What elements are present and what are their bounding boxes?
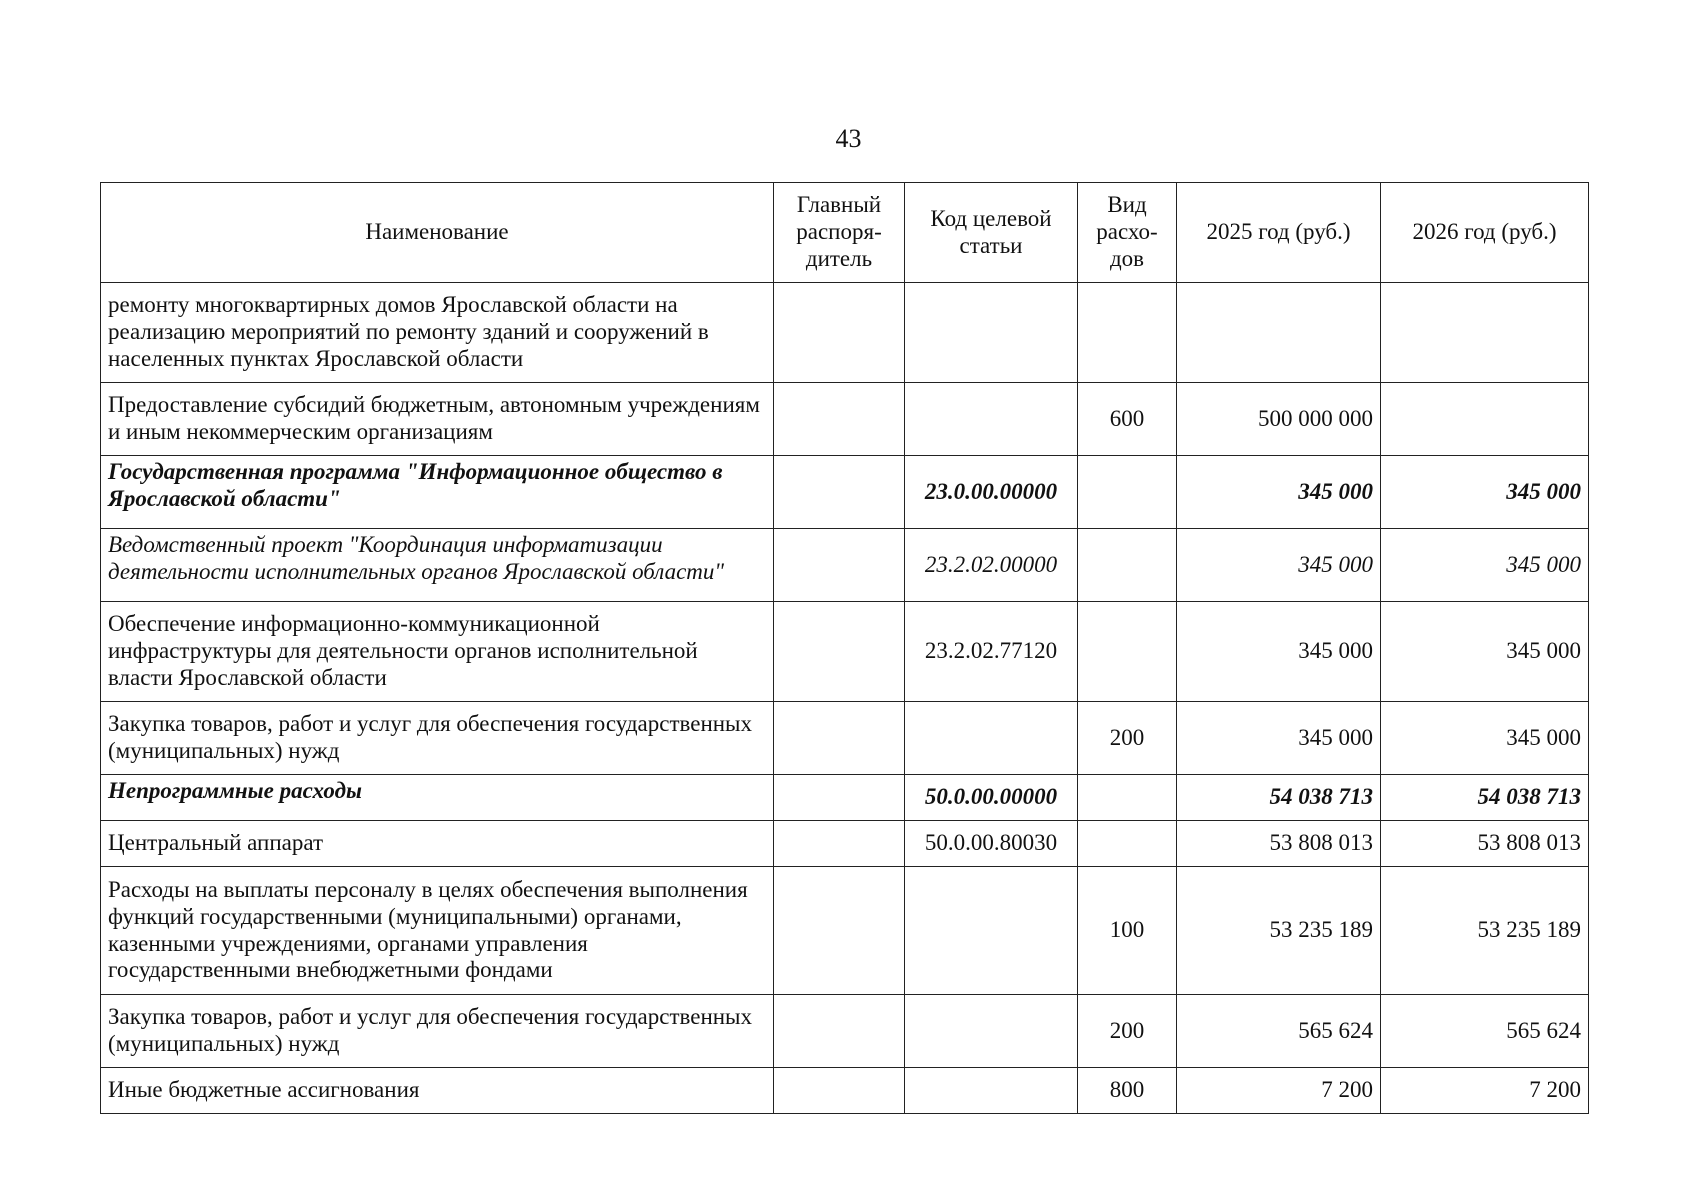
row-chief [774,867,905,995]
row-code: 23.2.02.00000 [905,529,1078,602]
row-2025: 53 808 013 [1177,821,1381,867]
table-row [101,456,1589,529]
table-row [101,821,1589,867]
row-name: Обеспечение информационно-коммуникационной инфраструктуры для деятельности органов исполнительной власти Ярославской области [101,602,774,702]
row-chief [774,602,905,702]
header-chief: Главный распоря-дитель [774,183,905,283]
row-code: 50.0.00.80030 [905,821,1078,867]
header-2025: 2025 год (руб.) [1177,183,1381,283]
row-2025: 54 038 713 [1177,775,1381,821]
row-2026 [1381,283,1589,383]
row-kind [1078,775,1177,821]
row-2025: 345 000 [1177,602,1381,702]
row-2026: 53 235 189 [1381,867,1589,995]
row-code [905,702,1078,775]
row-chief [774,995,905,1068]
row-chief [774,775,905,821]
row-name: ремонту многоквартирных домов Ярославской области на реализацию мероприятий по ремонту зданий и сооружений в населенных пунктах Ярославской области [101,283,774,383]
row-chief [774,283,905,383]
row-code [905,867,1078,995]
page-number: 43 [835,124,862,153]
row-2026: 54 038 713 [1381,775,1589,821]
row-code [905,383,1078,456]
row-2025: 53 235 189 [1177,867,1381,995]
table-row [101,602,1589,702]
row-kind [1078,529,1177,602]
table-row [101,283,1589,383]
table-row [101,529,1589,602]
table-header-row [101,183,1589,283]
row-name: Расходы на выплаты персоналу в целях обеспечения выполнения функций государственными (муниципальными) органами, казенными учреждениями, органами управления государственными внебюджетными фондами [101,867,774,995]
row-name: Непрограммные расходы [101,775,774,821]
row-2026: 7 200 [1381,1068,1589,1114]
row-chief [774,1068,905,1114]
row-2025: 565 624 [1177,995,1381,1068]
row-kind [1078,602,1177,702]
row-name: Центральный аппарат [101,821,774,867]
table-row [101,1068,1589,1114]
row-code [905,995,1078,1068]
row-code: 23.2.02.77120 [905,602,1078,702]
row-chief [774,383,905,456]
table-row [101,867,1589,995]
table-row [101,702,1589,775]
row-kind [1078,283,1177,383]
row-code: 23.0.00.00000 [905,456,1078,529]
row-name: Иные бюджетные ассигнования [101,1068,774,1114]
row-2026: 345 000 [1381,529,1589,602]
row-chief [774,821,905,867]
row-2025: 345 000 [1177,529,1381,602]
row-chief [774,702,905,775]
row-kind: 800 [1078,1068,1177,1114]
table-row [101,383,1589,456]
budget-table [100,182,1589,1114]
row-code [905,1068,1078,1114]
row-kind [1078,821,1177,867]
row-2025: 345 000 [1177,702,1381,775]
header-2026: 2026 год (руб.) [1381,183,1589,283]
row-2026: 565 624 [1381,995,1589,1068]
table-row [101,775,1589,821]
row-2025 [1177,283,1381,383]
row-name: Предоставление субсидий бюджетным, автономным учреждениям и иным некоммерческим организациям [101,383,774,456]
row-2026: 345 000 [1381,602,1589,702]
row-chief [774,456,905,529]
row-code [905,283,1078,383]
row-chief [774,529,905,602]
header-code: Код целевой статьи [905,183,1078,283]
row-2025: 345 000 [1177,456,1381,529]
row-name: Ведомственный проект "Координация информатизации деятельности исполнительных органов Ярославской области" [101,529,774,602]
row-kind: 200 [1078,702,1177,775]
row-kind: 200 [1078,995,1177,1068]
row-kind: 600 [1078,383,1177,456]
header-name: Наименование [101,183,774,283]
row-kind: 100 [1078,867,1177,995]
row-code: 50.0.00.00000 [905,775,1078,821]
row-2026: 345 000 [1381,702,1589,775]
row-2026: 53 808 013 [1381,821,1589,867]
row-2026: 345 000 [1381,456,1589,529]
header-kind: Вид расхо-дов [1078,183,1177,283]
row-name: Закупка товаров, работ и услуг для обеспечения государственных (муниципальных) нужд [101,702,774,775]
row-2026 [1381,383,1589,456]
row-name: Закупка товаров, работ и услуг для обеспечения государственных (муниципальных) нужд [101,995,774,1068]
row-2025: 500 000 000 [1177,383,1381,456]
table-row [101,995,1589,1068]
row-2025: 7 200 [1177,1068,1381,1114]
row-name: Государственная программа "Информационное общество в Ярославской области" [101,456,774,529]
row-kind [1078,456,1177,529]
